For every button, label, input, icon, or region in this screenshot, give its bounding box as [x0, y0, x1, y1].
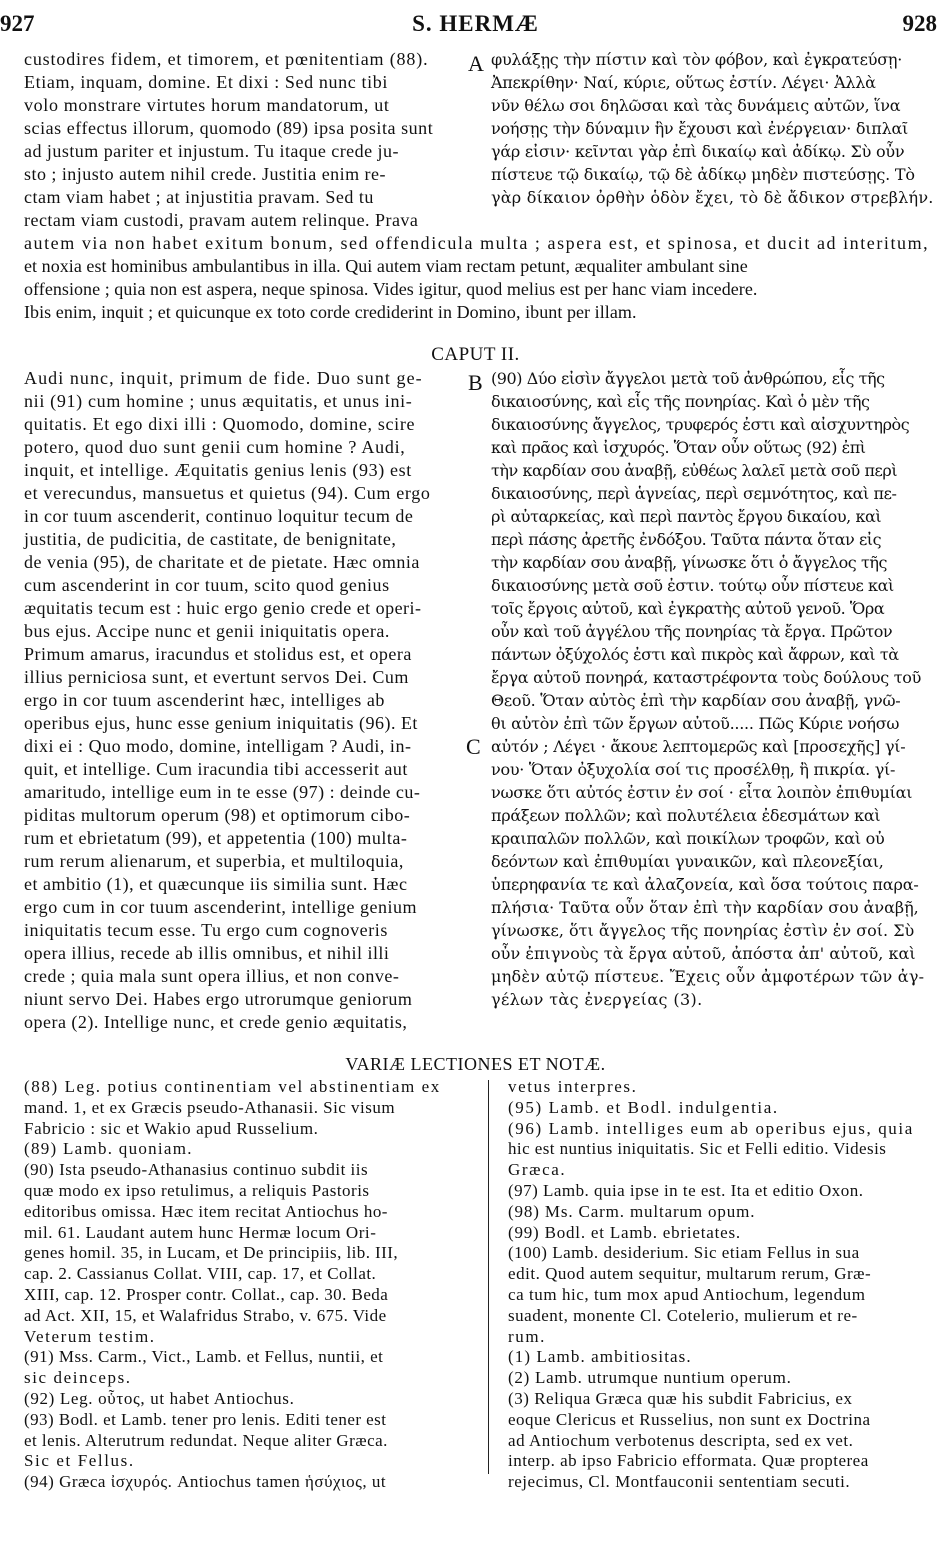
note-line: cap. 2. Cassianus Collat. VIII, cap. 17, et Collat. [24, 1264, 377, 1284]
latin-text-line: Ibis enim, inquit ; et quicunque ex toto corde crediderint in Domino, ibunt per illam. [24, 302, 637, 322]
latin-text-line: ctam viam habet ; at injustitia pravam. Sed tu [24, 187, 374, 207]
latin-column-caput [24, 367, 431, 1034]
note-line: hic est nuntius iniquitatis. Sic et Felli editio. Videsis [508, 1139, 887, 1159]
note-line: eoque Clericus et Russelius, non sunt ex Doctrina [508, 1409, 871, 1429]
margin-marker-b: B [468, 370, 483, 395]
note-line: (89) Lamb. quoniam. [24, 1139, 193, 1159]
note-line: (3) Reliqua Græca quæ his subdit Fabricius, ex [508, 1388, 853, 1408]
note-line: (92) Leg. οὗτος, ut habet Antiochus. [24, 1388, 295, 1408]
latin-text-line: et ambitio (1), et quæcunque iis similia sunt. Hæc [24, 874, 408, 894]
left-page-number: 927 [0, 11, 35, 36]
latin-column-top [24, 48, 433, 232]
note-line: rum. [508, 1326, 547, 1346]
latin-text-line: inquit, et intellige. Æquitatis genius lenis (93) est [24, 460, 412, 480]
greek-text-line: τὴν καρδίαν σου ἀναβῇ, γίνωσκε ὅτι ὁ ἄγγελος τῆς [491, 553, 888, 572]
note-line: quæ modo ex ipso retulimus, a reliquis Pastoris [24, 1180, 370, 1200]
latin-text-line: ergo in cor tuum ascenderint hæc, intelliges ab [24, 690, 385, 710]
greek-text-line: ρὶ αὐταρκείας, καὶ περὶ παντὸς ἔργου δικαίου, καὶ [491, 507, 882, 526]
greek-text-line: φυλάξῃς τὴν πίστιν καὶ τὸν φόβον, καὶ ἐγκρατεύσῃ· [491, 50, 903, 69]
note-line: ca tum hic, tum mox apud Antiochum, legendum [508, 1284, 866, 1304]
greek-text-line: πάντων ὀξύχολός ἐστι καὶ πικρὸς καὶ ἄφρων, καὶ τὰ [491, 645, 899, 664]
note-line: (93) Bodl. et Lamb. tener pro lenis. Editi tener est [24, 1409, 387, 1429]
note-line: (88) Leg. potius continentiam vel abstinentiam ex [24, 1077, 441, 1096]
latin-text-line: Audi nunc, inquit, primum de fide. Duo sunt ge- [24, 368, 423, 388]
greek-text-line: περὶ πάσης ἀρετῆς ἐνδόξου. Ταῦτα πάντα ὅταν εἰς [491, 530, 882, 549]
latin-text-line: Primum amarus, iracundus et stolidus est, et opera [24, 644, 412, 664]
notes-right-column [508, 1077, 914, 1493]
greek-text-line: (90) Δύο εἰσὶν ἄγγελοι μετὰ τοῦ ἀνθρώπου, εἷς τῆς [491, 369, 885, 388]
latin-text-line: sto ; injusto autem nihil crede. Justitia enim re- [24, 164, 386, 184]
latin-text-line: in cor tuum ascenderit, continuo loquitur tecum de [24, 506, 414, 526]
note-line: ad Antiochum verbotenus descripta, sed ex vet. [508, 1430, 854, 1450]
note-line: sic deinceps. [24, 1368, 132, 1388]
notes-left-column [24, 1077, 441, 1493]
greek-text-line: δικαιοσύνης, καὶ εἷς τῆς πονηρίας. Καὶ ὁ μὲν τῆς [491, 392, 870, 411]
latin-text-line: autem via non habet exitum bonum, sed offendicula multa ; aspera est, et spinosa, et ducit ad interitum, [24, 233, 930, 253]
note-line: Veterum testim. [24, 1326, 156, 1346]
latin-text-line: niunt servo Dei. Habes ergo utrorumque geniorum [24, 989, 413, 1009]
latin-text-line: et verecundus, mansuetus et quietus (94). Cum ergo [24, 483, 431, 503]
latin-text-line: iniquitatis tecum esse. Tu ergo cum cognoveris [24, 920, 388, 940]
note-line: suadent, monente Cl. Cotelerio, mulierum et re- [508, 1305, 858, 1325]
greek-text-line: νοήσῃς τὴν δύναμιν ἣν ἔχουσι καὶ ἐνέργειαν· διπλαῖ [491, 119, 909, 138]
latin-text-line: æquitatis tecum est : huic ergo genio crede et operi- [24, 598, 422, 618]
latin-text-line: custodires fidem, et timorem, et pœnitentiam (88). [24, 49, 429, 69]
greek-text-line: πίστευε τῷ δικαίῳ, τῷ δὲ ἀδίκῳ μηδὲν πιστεύσῃς. Τὸ [491, 165, 915, 184]
right-page-number: 928 [902, 11, 937, 36]
greek-text-line: κραιπαλῶν πολλῶν, καὶ ποικίλων τροφῶν, καὶ οὐ [491, 829, 885, 848]
greek-text-line: γίνωσκε, ὅτι ἄγγελος τῆς πονηρίας ἐστὶν ἐν σοί. Σὺ [491, 921, 915, 940]
note-line: (96) Lamb. intelliges eum ab operibus ejus, quia [508, 1118, 914, 1138]
greek-text-line: θι αὐτὸν ἐπὶ τῶν ἔργων αὐτοῦ..... Πῶς Κύριε νοήσω [491, 714, 900, 733]
latin-text-line: illius perniciosa sunt, et evertunt servos Dei. Cum [24, 667, 409, 687]
note-line: (95) Lamb. et Bodl. indulgentia. [508, 1097, 779, 1117]
greek-text-line: γὰρ δίκαιον ὀρθὴν ὁδὸν ἔχει, τὸ δὲ ἄδικον στρεβλήν. [491, 188, 934, 207]
note-line: interp. ab ipso Fabricio efformata. Quæ propterea [508, 1451, 869, 1471]
greek-text-line: καὶ πρᾶος καὶ ἰσχυρός. Ὅταν οὖν οὕτως (92) ἐπὶ [491, 438, 866, 457]
greek-text-line: πράξεων πολλῶν; καὶ πολυτέλεια ἐδεσμάτων καὶ [491, 806, 881, 825]
note-line: (98) Ms. Carm. multarum opum. [508, 1201, 756, 1221]
latin-text-line: justitia, de pudicitia, de castitate, de benignitate, [24, 529, 397, 549]
greek-text-line: αὐτόν ; Λέγει · ἄκουε λεπτομερῶς καὶ [προσεχῆς] γί- [491, 737, 906, 756]
greek-text-line: ὑπερηφανία τε καὶ ἀλαζονεία, καὶ ὅσα τούτοις παρα- [491, 875, 919, 894]
margin-marker-a: A [468, 51, 484, 76]
full-width-paragraph [24, 232, 929, 324]
latin-text-line: de venia (95), de charitate et de pietate. Hæc omnia [24, 552, 420, 572]
greek-text-line: γέλων τὰς ἐνεργείας (3). [491, 990, 703, 1009]
chapter-heading: CAPUT II. [431, 344, 520, 365]
note-line: (97) Lamb. quia ipse in te est. Ita et editio Oxon. [508, 1180, 864, 1200]
note-line: et lenis. Alterutrum redundat. Neque aliter Græca. [24, 1430, 388, 1450]
greek-column-top [491, 48, 934, 209]
note-line: (2) Lamb. utrumque nuntium operum. [508, 1368, 792, 1388]
latin-text-line: quitatis. Et ego dixi illi : Quomodo, domine, scire [24, 414, 416, 434]
greek-text-line: ἔργα αὐτοῦ πονηρά, καταστρέφοντα τοὺς δούλους τοῦ [491, 668, 922, 687]
latin-text-line: piditas multorum operum (98) et optimorum cibo- [24, 805, 411, 825]
latin-text-line: Etiam, inquam, domine. Et dixi : Sed nunc tibi [24, 72, 388, 92]
latin-text-line: scias effectus illorum, quomodo (89) ipsa posita sunt [24, 118, 434, 138]
note-line: mand. 1, et ex Græcis pseudo-Athanasii. Sic visum [24, 1097, 396, 1117]
latin-text-line: cum ascenderint in cor tuum, scito quod genius [24, 575, 390, 595]
note-line: vetus interpres. [508, 1077, 638, 1096]
note-line: (94) Græca ἰσχυρός. Antiochus tamen ἡσύχιος, ut [24, 1472, 387, 1492]
latin-text-line: offensione ; quia non est aspera, neque spinosa. Vides igitur, quod melius est per hanc viam incedere. [24, 279, 758, 299]
latin-text-line: amaritudo, intellige eum in te esse (97) : deinde cu- [24, 782, 421, 802]
greek-text-line: οὖν καὶ τοῦ ἀγγέλου τῆς πονηρίας τὰ ἔργα. Πρῶτον [491, 622, 893, 641]
greek-text-line: δεόντων καὶ ἐπιθυμίαι γυναικῶν, καὶ πλεονεξίαι, [491, 852, 884, 871]
greek-text-line: Θεοῦ. Ὅταν αὐτὸς ἐπὶ τὴν καρδίαν σου ἀναβῇ, γνῶ- [491, 691, 901, 710]
greek-text-line: πλήσια· Ταῦτα οὖν ὅταν ἐπὶ τὴν καρδίαν σου ἀναβῇ, [491, 898, 919, 917]
note-line: (1) Lamb. ambitiositas. [508, 1347, 692, 1367]
greek-text-line: γάρ εἰσιν· κεῖνται γὰρ ἐπὶ δικαίῳ καὶ ἀδίκῳ. Σὺ οὖν [491, 142, 905, 161]
note-line: (100) Lamb. desiderium. Sic etiam Fellus in sua [508, 1243, 860, 1263]
note-line: genes homil. 35, in Lucam, et De principiis, lib. III, [24, 1243, 399, 1263]
notes-column-divider [488, 1080, 489, 1474]
latin-text-line: rectam viam custodi, pravam autem relinque. Prava [24, 210, 419, 230]
latin-text-line: rum rerum alienarum, et superbia, et multiloquia, [24, 851, 404, 871]
latin-text-line: quit, et intellige. Cum iracundia tibi accesserit aut [24, 759, 408, 779]
greek-column-caput [491, 367, 924, 1011]
greek-text-line: Ἀπεκρίθην· Ναί, κύριε, οὕτως ἐστίν. Λέγει· Ἀλλὰ [491, 73, 876, 92]
latin-text-line: rum et ebrietatum (99), et appetentia (100) multa- [24, 828, 408, 848]
note-line: rejecimus, Cl. Montfauconii sententiam secuti. [508, 1472, 851, 1492]
greek-text-line: δικαιοσύνης, περὶ ἁγνείας, περὶ σεμνότητος, καὶ πε- [491, 484, 897, 503]
latin-text-line: et noxia est hominibus ambulantibus in illa. Qui autem viam rectam petunt, æqualiter ambulant sine [24, 256, 748, 276]
greek-text-line: μηδὲν αὐτῷ πίστευε. Ἔχεις οὖν ἀμφοτέρων τῶν ἀγ- [491, 967, 925, 986]
notes-heading: VARIÆ LECTIONES ET NOTÆ. [345, 1054, 606, 1074]
latin-text-line: opera illius, recede ab illis omnibus, et nihil illi [24, 943, 390, 963]
latin-text-line: volo monstrare virtutes horum mandatorum, ut [24, 95, 390, 115]
greek-text-line: τοῖς ἔργοις αὐτοῦ, καὶ ἐγκρατὴς αὐτοῦ γενοῦ. Ὅρα [491, 599, 885, 618]
greek-text-line: νωσκε ὅτι αὐτός ἐστιν ἐν σοί · εἶτα λοιπὸν ἐπιθυμίαι [491, 783, 913, 802]
note-line: Fabricio : sic et Wakio apud Russelium. [24, 1118, 319, 1138]
greek-text-line: νου· Ὅταν ὀξυχολία σοί τις προσέλθῃ, ἢ πικρία. γί- [491, 760, 896, 779]
note-line: Græca. [508, 1160, 567, 1180]
greek-text-line: δικαιοσύνης μετὰ σοῦ ἐστιν. τούτῳ οὖν πίστευε καὶ [491, 576, 894, 595]
note-line: editoribus omissa. Hæc item recitat Antiochus ho- [24, 1201, 388, 1221]
latin-text-line: ad justum pariter et injustum. Tu itaque crede ju- [24, 141, 399, 161]
latin-text-line: dixi ei : Quo modo, domine, intelligam ? Audi, in- [24, 736, 412, 756]
note-line: edit. Quod autem sequitur, multarum rerum, Græ- [508, 1264, 872, 1284]
running-title: S. HERMÆ [412, 11, 539, 36]
latin-text-line: potero, quod duo sunt genii cum homine ? Audi, [24, 437, 406, 457]
latin-text-line: bus ejus. Accipe nunc et genii iniquitatis opera. [24, 621, 390, 641]
latin-text-line: nii (91) cum homine ; unus æquitatis, et unus ini- [24, 391, 413, 411]
margin-marker-c: C [466, 734, 481, 759]
note-line: XIII, cap. 12. Prosper contr. Collat., cap. 30. Beda [24, 1284, 389, 1304]
note-line: Sic et Fellus. [24, 1451, 135, 1471]
note-line: (90) Ista pseudo-Athanasius continuo subdit iis [24, 1160, 369, 1180]
latin-text-line: ergo cum in cor tuum ascenderint, intellige genium [24, 897, 418, 917]
greek-text-line: τὴν καρδίαν σου ἀναβῇ, εὐθέως λαλεῖ μετὰ σοῦ περὶ [491, 461, 898, 480]
note-line: (91) Mss. Carm., Vict., Lamb. et Fellus, nuntii, et [24, 1347, 384, 1367]
latin-text-line: crede ; quia mala sunt opera illius, et non conve- [24, 966, 400, 986]
note-line: ad Act. XII, 15, et Walafridus Strabo, v. 675. Vide [24, 1305, 387, 1325]
greek-text-line: νῦν θέλω σοι δηλῶσαι καὶ τὰς δυνάμεις αὐτῶν, ἵνα [491, 96, 901, 115]
latin-text-line: opera (2). Intellige nunc, et crede genio æquitatis, [24, 1012, 408, 1032]
note-line: mil. 61. Laudant autem hunc Hermæ locum Ori- [24, 1222, 377, 1242]
greek-text-line: δικαιοσύνης ἄγγελος, τρυφερός ἐστι καὶ αἰσχυντηρὸς [491, 415, 910, 434]
note-line: (99) Bodl. et Lamb. ebrietates. [508, 1222, 741, 1242]
greek-text-line: οὖν ἐπιγνοὺς τὰ ἔργα αὐτοῦ, ἀπόστα ἀπ' αὐτοῦ, καὶ [491, 944, 916, 963]
latin-text-line: operibus ejus, hunc esse genium iniquitatis (96). Et [24, 713, 418, 733]
